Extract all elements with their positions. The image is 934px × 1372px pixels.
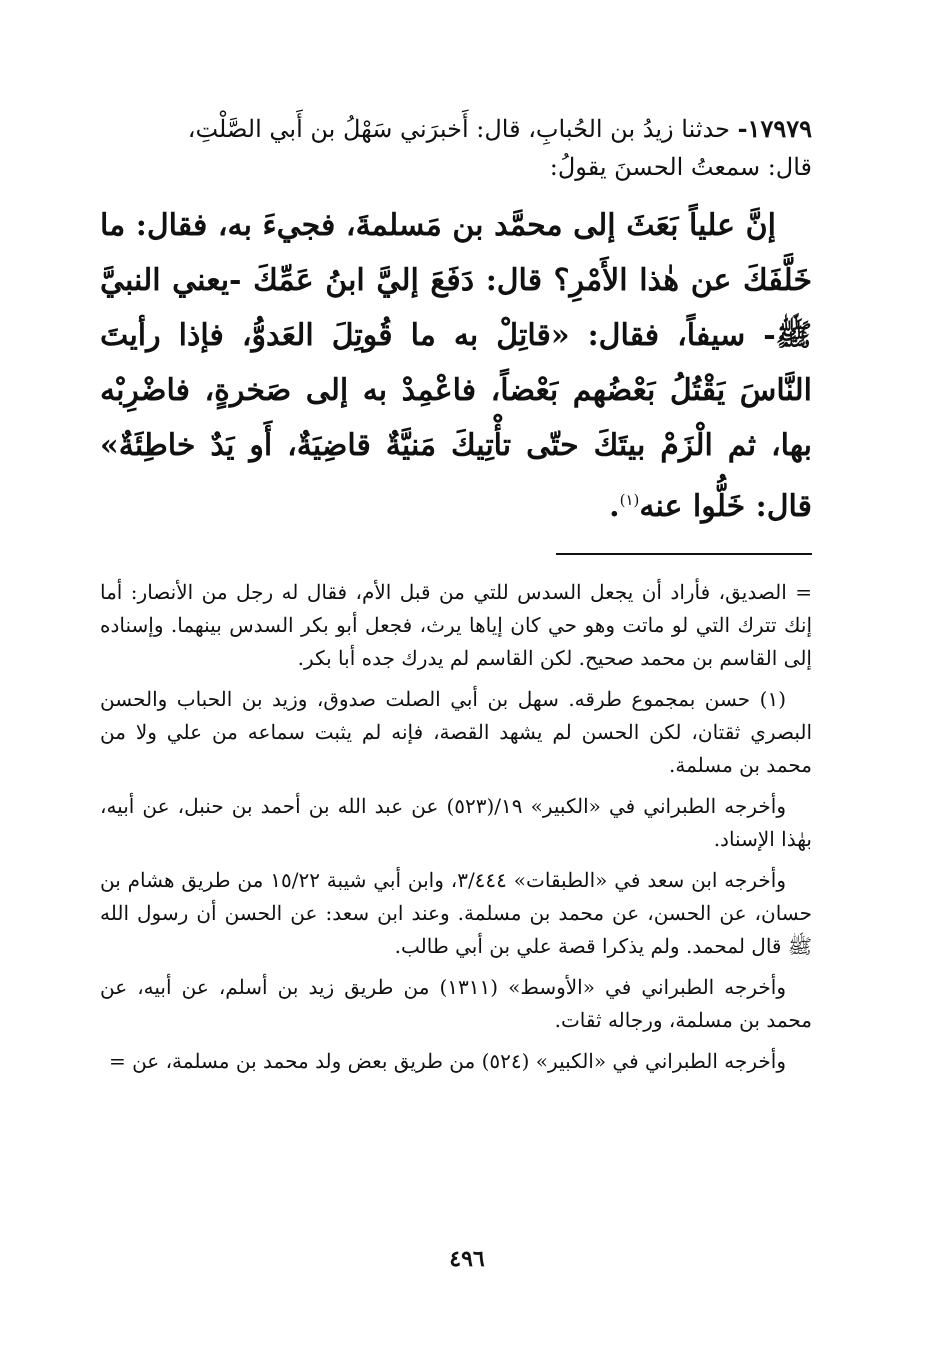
page-body: [100, 110, 813, 1073]
hadith-matn: [100, 198, 812, 534]
footnotes: [100, 576, 812, 1086]
matn-text: إنَّ علياً بَعَثَ إلى محمَّد بن مَسلمةَ، فجيءَ به، فقال: ما خَلَّفَكَ عن هٰذا الأَمْرِ؟ قال: دَفَعَ إليَّ ابنُ عَمِّكَ -يعني النبيَّ ﷺ- سيفاً، فقال: «قاتِلْ به ما قُوتِلَ العَدوُّ، فإذا رأيتَ النَّاسَ يَقْتُلُ بَعْضُهم بَعْضاً، فاعْمِدْ به إلى صَخرةٍ، فاضْرِبْه بها، ثم الْزَمْ بيتَكَ حتّى تأْتِيكَ مَنيَّةٌ قاضِيَةٌ، أَو يَدٌ خاطِئَةٌ» قال: خَلُّوا عنه: [100, 208, 812, 524]
page-number: ٤٩٦: [449, 1246, 485, 1272]
footnote-paragraph: وأخرجه الطبراني في «الأوسط» (١٣١١) من طريق زيد بن أسلم، عن أبيه، عن محمد بن مسلمة، ورجاله ثقات.: [100, 975, 812, 1032]
isnad-text: حدثنا زيدُ بن الحُبابِ، قال: أَخبرَني سَهْلُ بن أَبي الصَّلْتِ،: [187, 115, 730, 143]
isnad-line-2: قال: سمعتُ الحسنَ يقولُ:: [549, 153, 812, 181]
hadith-number: ١٧٩٧٩-: [737, 114, 812, 143]
footnote-separator: [556, 553, 812, 555]
isnad-line-1: [100, 110, 812, 148]
footnote-continuation: = الصديق، فأراد أن يجعل السدس للتي من قبل الأم، فقال له رجل من الأنصار: أما إنك تترك التي لو ماتت وهو حي كان إياها يرث، فجعل أبو بكر السدس بينهما. وإسناده إلى القاسم بن محمد صحيح. لكن القاسم لم يدرك جده أبا بكر.: [100, 580, 813, 670]
footnote-paragraph: وأخرجه ابن سعد في «الطبقات» ٣/٤٤٤، وابن أبي شيبة ١٥/٢٢ من طريق هشام بن حسان، عن الحسن، عن محمد بن مسلمة. وعند ابن سعد: عن الحسن أن رسول الله ﷺ قال لمحمد. ولم يذكرا قصة علي بن أبي طالب.: [100, 868, 812, 958]
footnote-1: (١) حسن بمجموع طرقه. سهل بن أبي الصلت صدوق، وزيد بن الحباب والحسن البصري ثقتان، لكن الحسن لم يشهد القصة، فإنه لم يثبت سماعه من علي ولا من محمد بن مسلمة.: [100, 687, 812, 777]
matn-end: .: [609, 489, 620, 524]
footnote-reference: (١): [619, 491, 640, 509]
footnote-paragraph: وأخرجه الطبراني في «الكبير» (٥٢٤) من طريق بعض ولد محمد بن مسلمة، عن =: [108, 1049, 786, 1073]
footnote-paragraph: وأخرجه الطبراني في «الكبير» ١٩/(٥٢٣) عن عبد الله بن أحمد بن حنبل، عن أبيه، بهٰذا الإسناد.: [100, 794, 812, 851]
